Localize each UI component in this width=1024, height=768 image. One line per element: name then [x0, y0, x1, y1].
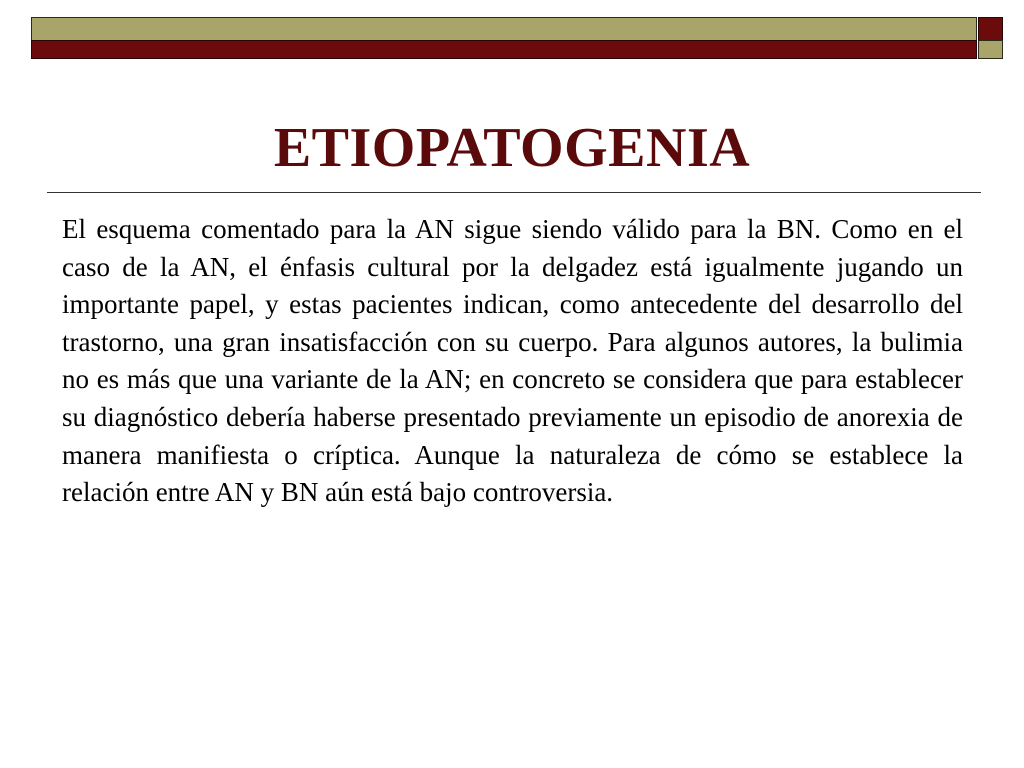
header-square-maroon [978, 17, 1003, 41]
slide-body-text: El esquema comentado para la AN sigue siendo válido para la BN. Como en el caso de la AN, el énfasis cultural por la delgadez está igualmente jugando un importante papel, y estas pacientes indican, como antecedente del desarrollo del trastorno, una gran insatisfacción con su cuerpo. Para algunos autores, la bulimia no es más que una variante de la AN; en concreto se considera que para establecer su diagnóstico debería haberse presentado previamente un episodio de anorexia de manera manifiesta o críptica. Aunque la naturaleza de cómo se establece la relación entre AN y BN aún está bajo controversia. [62, 214, 963, 508]
header-bar-maroon [31, 40, 977, 59]
header-square-olive [978, 40, 1003, 59]
title-divider [47, 192, 981, 193]
slide-title: ETIOPATOGENIA [273, 117, 751, 179]
header-bar-olive [31, 17, 977, 41]
